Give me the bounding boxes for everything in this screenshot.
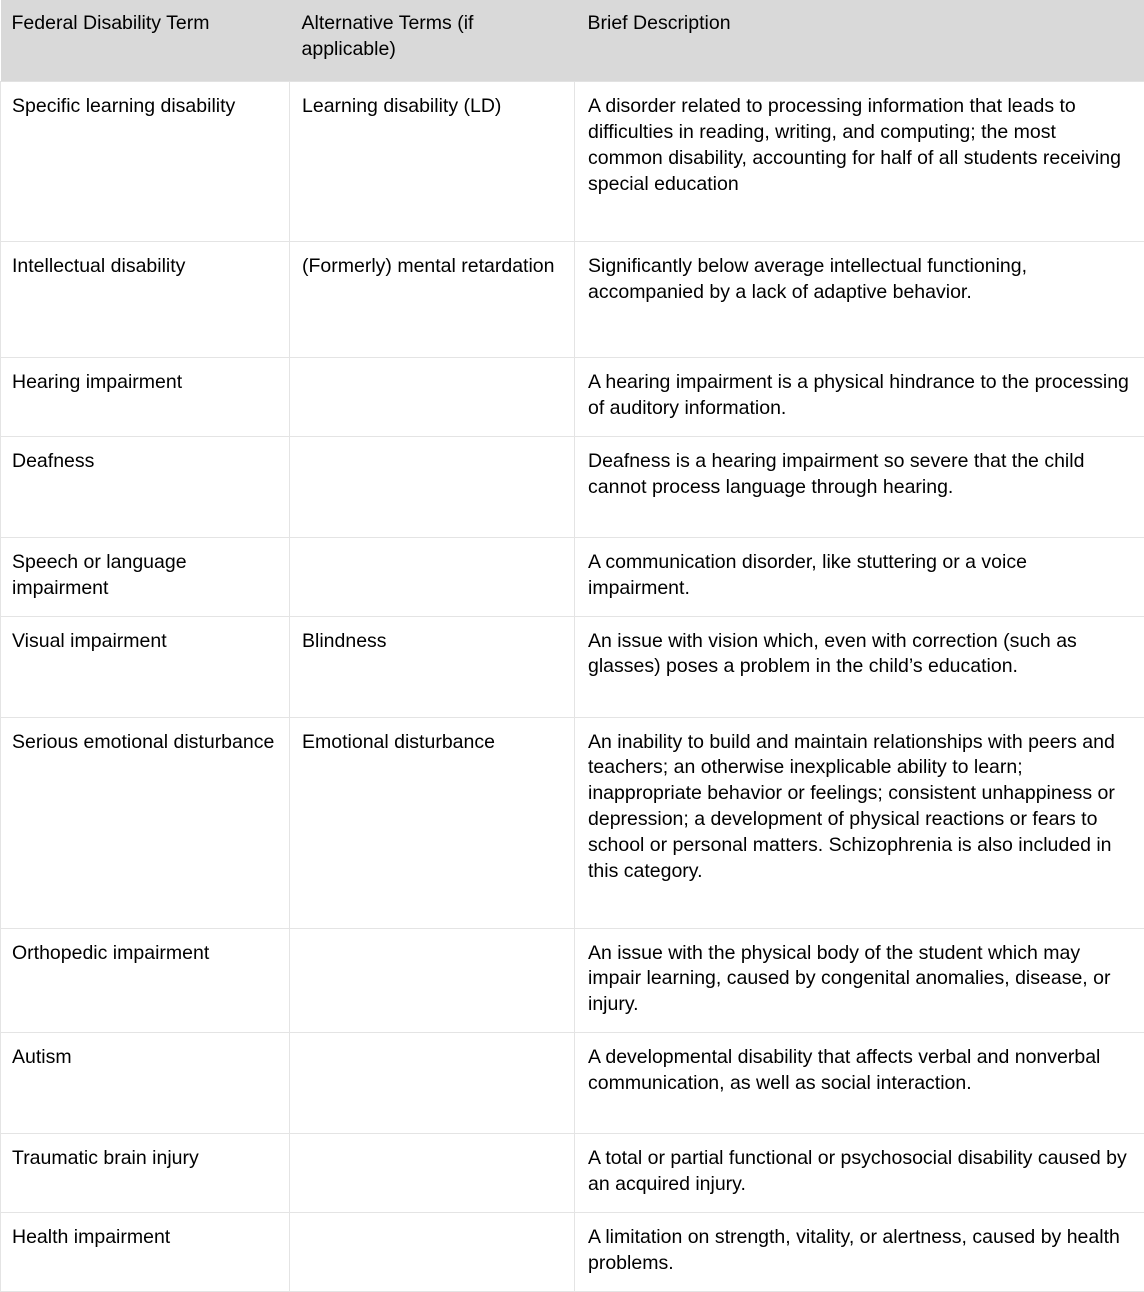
cell-description	[575, 436, 1144, 537]
table-row	[1, 436, 1144, 537]
column-header-brief-description	[575, 0, 1144, 81]
cell-text-alternative: (Formerly) mental retardation	[302, 254, 560, 280]
cell-text-alternative: Learning disability (LD)	[302, 94, 560, 120]
cell-term	[1, 81, 290, 241]
cell-description	[575, 81, 1144, 241]
cell-text-description: An issue with the physical body of the student which may impair learning, caused by congenital anomalies, disease, or injury.	[588, 941, 1134, 1019]
cell-text-term: Traumatic brain injury	[12, 1146, 275, 1172]
cell-term	[1, 436, 290, 537]
cell-text-term: Visual impairment	[12, 629, 275, 655]
column-header-label: Alternative Terms (if applicable)	[302, 11, 563, 63]
table-row	[1, 717, 1144, 928]
cell-description	[575, 241, 1144, 357]
cell-text-term: Hearing impairment	[12, 370, 275, 396]
cell-alternative-term	[290, 928, 575, 1033]
cell-text-description: A developmental disability that affects verbal and nonverbal communication, as well as social interaction.	[588, 1045, 1134, 1097]
cell-term	[1, 1033, 290, 1134]
cell-text-term: Health impairment	[12, 1225, 275, 1251]
cell-description	[575, 537, 1144, 616]
table-body	[1, 81, 1144, 1291]
cell-text-description: Deafness is a hearing impairment so severe that the child cannot process language through hearing.	[588, 449, 1134, 501]
cell-description	[575, 1213, 1144, 1292]
cell-text-term: Autism	[12, 1045, 275, 1071]
cell-description	[575, 928, 1144, 1033]
cell-text-description: An issue with vision which, even with correction (such as glasses) poses a problem in the child’s education.	[588, 629, 1134, 681]
cell-text-term: Deafness	[12, 449, 275, 475]
cell-alternative-term	[290, 1213, 575, 1292]
cell-description	[575, 1033, 1144, 1134]
cell-text-term: Orthopedic impairment	[12, 941, 275, 967]
cell-description	[575, 357, 1144, 436]
table-row	[1, 1033, 1144, 1134]
cell-alternative-term	[290, 717, 575, 928]
cell-alternative-term	[290, 616, 575, 717]
cell-text-term: Speech or language impairment	[12, 550, 275, 602]
table-header	[1, 0, 1144, 81]
table-row	[1, 537, 1144, 616]
cell-description	[575, 1134, 1144, 1213]
table-row	[1, 1213, 1144, 1292]
cell-text-description: An inability to build and maintain relationships with peers and teachers; an otherwise inexplicable ability to learn; inappropriate behavior or feelings; consistent unhappiness or depression; a development of physical reactions or fears to school or personal matters. Schizophrenia is also included in this category.	[588, 730, 1134, 886]
column-header-label: Federal Disability Term	[12, 11, 272, 37]
cell-alternative-term	[290, 357, 575, 436]
column-header-alternative-terms	[290, 0, 575, 81]
cell-text-description: A communication disorder, like stuttering or a voice impairment.	[588, 550, 1134, 602]
cell-description	[575, 717, 1144, 928]
cell-alternative-term	[290, 1134, 575, 1213]
cell-text-alternative: Emotional disturbance	[302, 730, 560, 756]
cell-text-description: Significantly below average intellectual functioning, accompanied by a lack of adaptive behavior.	[588, 254, 1134, 306]
cell-text-description: A hearing impairment is a physical hindrance to the processing of auditory information.	[588, 370, 1134, 422]
table-row	[1, 1134, 1144, 1213]
cell-term	[1, 616, 290, 717]
cell-text-description: A disorder related to processing information that leads to difficulties in reading, writing, and computing; the most common disability, accounting for half of all students receiving special education	[588, 94, 1134, 198]
cell-term	[1, 928, 290, 1033]
cell-text-term: Specific learning disability	[12, 94, 275, 120]
column-header-federal-disability-term	[1, 0, 290, 81]
table-header-row	[1, 0, 1144, 81]
cell-term	[1, 1134, 290, 1213]
cell-term	[1, 717, 290, 928]
column-header-label: Brief Description	[588, 11, 1133, 37]
cell-text-description: A total or partial functional or psychosocial disability caused by an acquired injury.	[588, 1146, 1134, 1198]
cell-description	[575, 616, 1144, 717]
cell-term	[1, 357, 290, 436]
table-row	[1, 616, 1144, 717]
cell-alternative-term	[290, 537, 575, 616]
cell-term	[1, 537, 290, 616]
cell-alternative-term	[290, 241, 575, 357]
table-row	[1, 241, 1144, 357]
cell-text-alternative: Blindness	[302, 629, 560, 655]
cell-text-description: A limitation on strength, vitality, or alertness, caused by health problems.	[588, 1225, 1134, 1277]
cell-text-term: Serious emotional disturbance	[12, 730, 275, 756]
table-row	[1, 928, 1144, 1033]
cell-text-term: Intellectual disability	[12, 254, 275, 280]
table-row	[1, 357, 1144, 436]
cell-alternative-term	[290, 436, 575, 537]
cell-alternative-term	[290, 1033, 575, 1134]
cell-term	[1, 241, 290, 357]
cell-alternative-term	[290, 81, 575, 241]
table-row	[1, 81, 1144, 241]
cell-term	[1, 1213, 290, 1292]
